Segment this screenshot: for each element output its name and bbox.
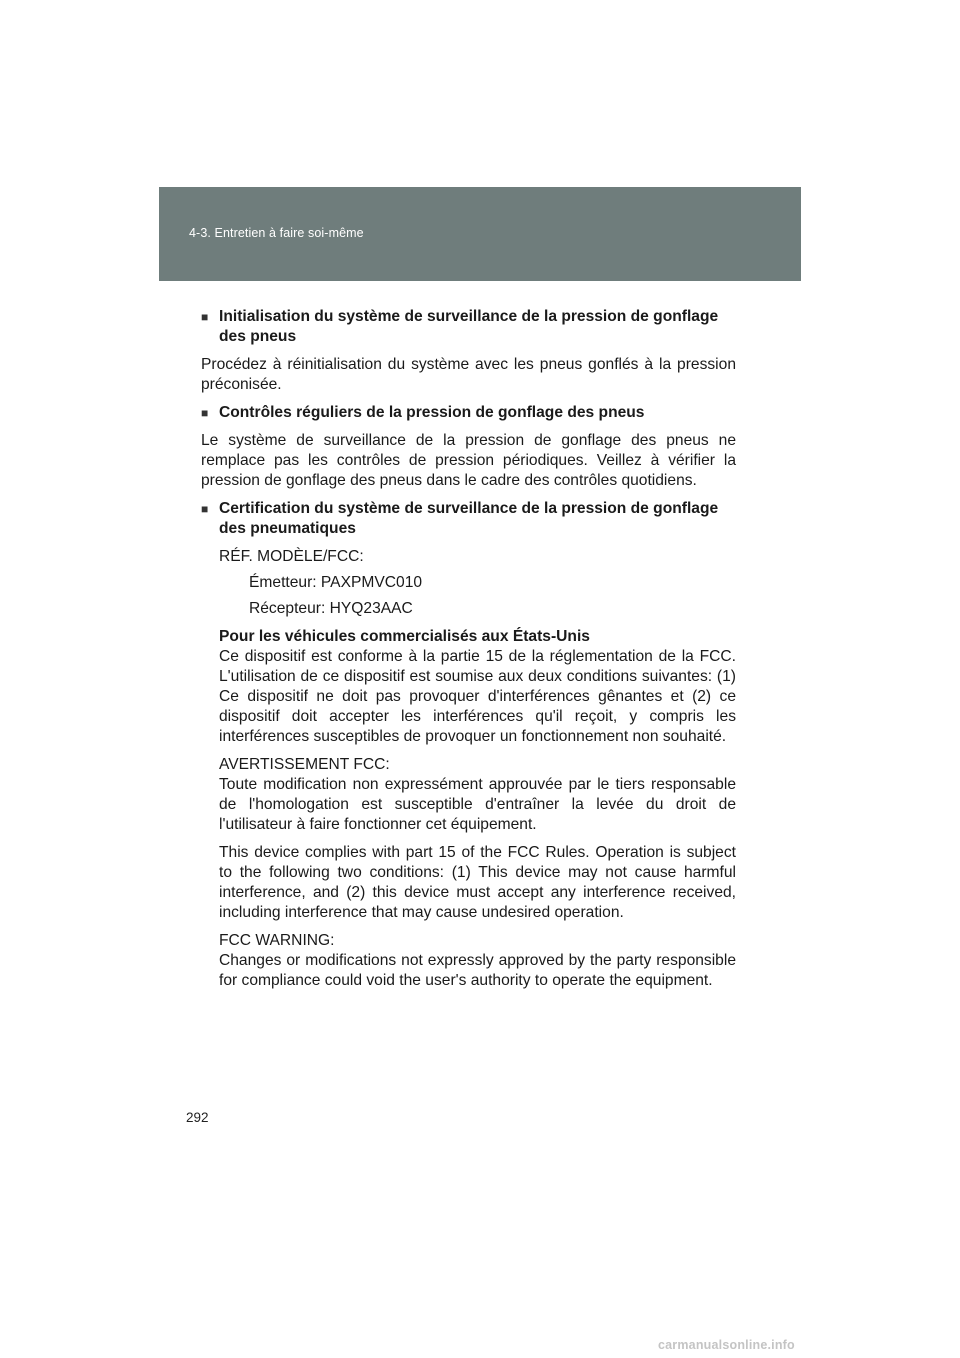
fr-warning-body: Toute modification non expressément approuvée par le tiers responsable de l'homologation est susceptible d'entraîner la levée du droit de l'utilisateur à faire fonctionner cet équipement. (219, 776, 736, 833)
transmitter-id: Émetteur: PAXPMVC010 (249, 574, 423, 591)
en-compliance: This device complies with part 15 of the FCC Rules. Operation is subject to the following two conditions: (1) This device may not cause harmful interference, and (2) this device must accept any interference received, including interference that may cause undesired operation. (219, 844, 736, 921)
square-bullet-icon: ■ (201, 310, 209, 324)
section-heading-initialisation (201, 307, 736, 347)
page-content (201, 307, 736, 999)
en-warning-body: Changes or modifications not expressly approved by the party responsible for compliance could void the user's authority to operate the equipment. (219, 952, 736, 989)
en-warning-title: FCC WARNING: (219, 932, 335, 949)
model-ref-label: RÉF. MODÈLE/FCC: (219, 548, 364, 565)
section-heading-controles (201, 403, 736, 423)
fr-warning-title: AVERTISSEMENT FCC: (219, 756, 390, 773)
certification-body (219, 547, 736, 991)
heading-text: Certification du système de surveillance de la pression de gonflage des pneumatiques (219, 500, 719, 537)
section-heading-certification (201, 499, 736, 539)
square-bullet-icon: ■ (201, 502, 209, 516)
section-label: 4-3. Entretien à faire soi-même (189, 226, 364, 240)
paragraph-controles: Le système de surveillance de la pression de gonflage des pneus ne remplace pas les contrôles de pression périodiques. Veillez à vérifier la pression de gonflage des pneus dans le cadre des contrôles quotidiens. (201, 432, 736, 489)
heading-text: Initialisation du système de surveillance de la pression de gonflage des pneus (219, 308, 719, 345)
heading-text: Contrôles réguliers de la pression de gonflage des pneus (219, 404, 645, 421)
section-header-band (159, 187, 801, 281)
paragraph-initialisation: Procédez à réinitialisation du système avec les pneus gonflés à la pression préconisée. (201, 356, 736, 393)
square-bullet-icon: ■ (201, 406, 209, 420)
site-watermark: carmanualsonline.info (658, 1338, 795, 1352)
us-heading: Pour les véhicules commercialisés aux États-Unis (219, 628, 590, 645)
us-compliance-fr: Ce dispositif est conforme à la partie 15 de la réglementation de la FCC. L'utilisation de ce dispositif est soumise aux deux conditions suivantes: (1) Ce dispositif ne doit pas provoquer d'interférences gênantes et (2) ce dispositif doit accepter les interférences qu'il reçoit, y compris les interférences susceptibles de provoquer un fonctionnement non souhaité. (219, 648, 736, 745)
page-number: 292 (186, 1110, 209, 1125)
receiver-id: Récepteur: HYQ23AAC (249, 600, 413, 617)
